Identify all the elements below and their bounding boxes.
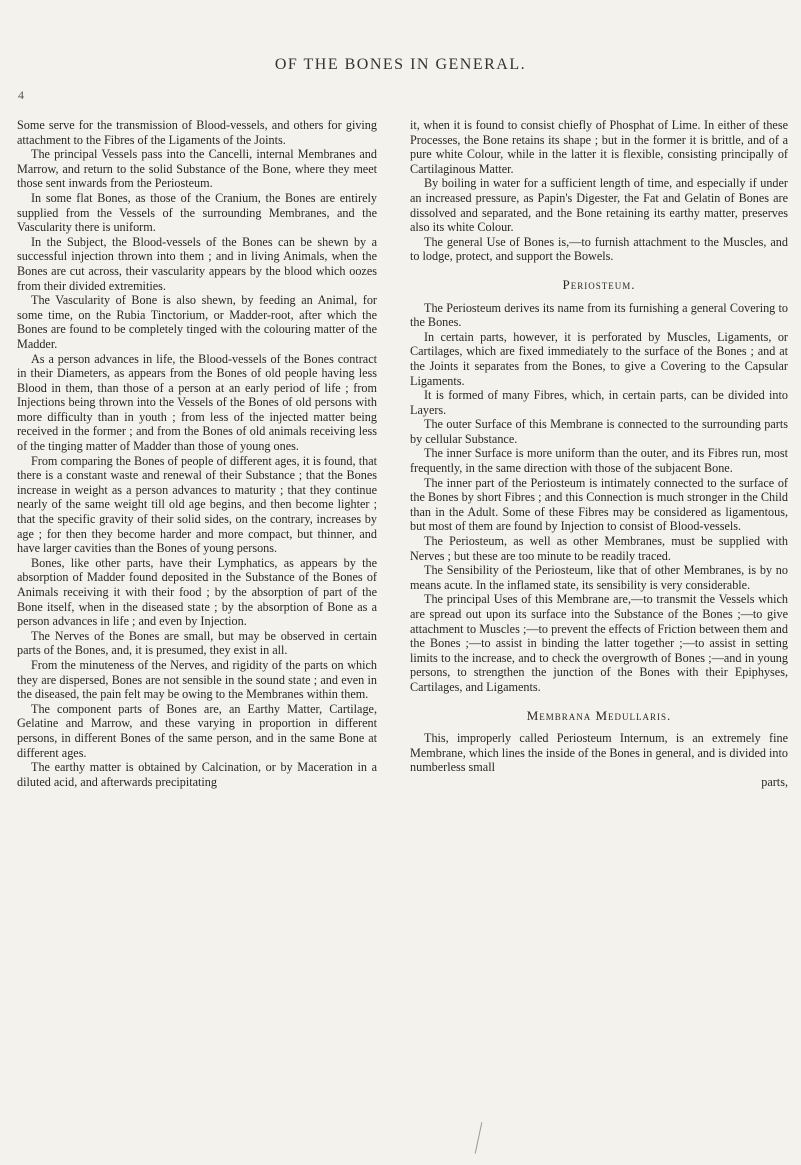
paragraph: In the Subject, the Blood-vessels of the Bones can be shewn by a successful injection thrown into them ; and in living Animals, when the Bones are cut across, their vascularity appears by the blood which oozes from their divided extremities. (17, 234, 377, 293)
paragraph: The outer Surface of this Membrane is connected to the surrounding parts by cellular Substance. (410, 417, 788, 446)
paragraph: In certain parts, however, it is perforated by Muscles, Ligaments, or Cartilages, which are fixed immediately to the surface of the Bones ; and at the Joints it separates from the Bones, to give a Covering to the Capsular Ligaments. (410, 329, 788, 388)
paragraph: Some serve for the transmission of Blood-vessels, and others for giving attachment to the Fibres of the Ligaments of the Joints. (17, 118, 377, 147)
paragraph: The Vascularity of Bone is also shewn, by feeding an Animal, for some time, on the Rubia Tinctorium, or Madder-root, after which the Bones are found to be completely tinged with the colouring matter of the Madder. (17, 293, 377, 351)
paragraph: The earthy matter is obtained by Calcination, or by Maceration in a diluted acid, and afterwards precipitating (17, 760, 377, 789)
paragraph: As a person advances in life, the Blood-vessels of the Bones contract in their Diameters, as appears from the Bones of old people having less Blood in them, than those of a person at an early period of life ; from Injections being thrown into the Vessels of the Bones of old persons with more difficulty than in youth ; from less of the injected matter being received in the former ; and from the Bones of old animals receiving less of the tinging matter of Madder than those of young ones. (17, 351, 377, 454)
paragraph: The principal Uses of this Membrane are,—to transmit the Vessels which are spread out upon its surface into the Substance of the Bones ;—to give attachment to Muscles ;—to prevent the effects of Friction between them and the Bones ;—to assist in binding the latter together ;—to assist in setting limits to the increase, and to check the overgrowth of Bones ;—and in young persons, to strengthen the junction of the Bones with their Epiphyses, Cartilages, and Ligaments. (410, 592, 788, 694)
paragraph: The Nerves of the Bones are small, but may be observed in certain parts of the Bones, and, it is presumed, they exist in all. (17, 628, 377, 658)
right-column (410, 118, 788, 790)
paragraph: The Periosteum derives its name from its furnishing a general Covering to the Bones. (410, 300, 788, 330)
paragraph: By boiling in water for a sufficient length of time, and especially if under an increased pressure, as Papin's Digester, the Fat and Gelatin of Bones are dissolved and separated, and the Bone retaining its earthy matter, preserves also its white Colour. (410, 176, 788, 235)
left-column (17, 118, 377, 789)
catchword: parts, (761, 774, 788, 789)
paragraph: The principal Vessels pass into the Cancelli, internal Membranes and Marrow, and return to the solid Substance of the Bone, where they meet those sent inwards from the Periosteum. (17, 147, 377, 191)
paragraph: In some flat Bones, as those of the Cranium, the Bones are entirely supplied from the Vessels of the surrounding Membranes, and the Vascularity there is uniform. (17, 190, 377, 235)
pencil-mark (475, 1122, 484, 1154)
paragraph: Bones, like other parts, have their Lymphatics, as appears by the absorption of Madder found deposited in the Substance of the Bones of Animals receiving it with their food ; by the absorption of part of the Bone itself, when in the diseased state ; by the absorption of Bone as a person advances in life ; and even by Injection. (17, 555, 377, 629)
paragraph: It is formed of many Fibres, which, in certain parts, can be divided into Layers. (410, 388, 788, 417)
paragraph: From comparing the Bones of people of different ages, it is found, that there is a constant waste and renewal of their Substance ; that the Bones increase in weight as a person advances to maturity ; that they continue nearly of the same weight till old age begins, and then become lighter ; that the specific gravity of their solid sides, on the contrary, increases by age ; for then they become harder and more compact, but thinner, and have larger cavities than the Bones of young persons. (17, 453, 377, 556)
paragraph: The inner part of the Periosteum is intimately connected to the surface of the Bones by short Fibres ; and this Connection is much stronger in the Child than in the Adult. Some of these Fibres may be considered as ligamentous, but most of them are found by Injection to consist of Blood-vessels. (410, 475, 788, 534)
paragraph: This, improperly called Periosteum Internum, is an extremely fine Membrane, which lines the inside of the Bones in general, and is divided into numberless small (410, 731, 788, 775)
running-head: OF THE BONES IN GENERAL. (274, 56, 527, 73)
paragraph: The Sensibility of the Periosteum, like that of other Membranes, is by no means acute. In the inflamed state, its sensibility is very considerable. (410, 563, 788, 592)
section-heading-membrana-medullaris: Membrana Medullaris. (526, 707, 672, 723)
section-heading-periosteum: Periosteum. (562, 276, 636, 292)
page-number: 4 (18, 88, 24, 102)
paragraph: it, when it is found to consist chiefly of Phosphat of Lime. In either of these Processes, the Bone retains its shape ; but in the former it is brittle, and of a pure white Colour, while in the latter it is flexible, consisting principally of Cartilaginous Matter. (410, 118, 788, 176)
paragraph: From the minuteness of the Nerves, and rigidity of the parts on which they are dispersed, Bones are not sensible in the sound state ; and even in the diseased, the pain felt may be owing to the Membranes within them. (17, 657, 377, 702)
paragraph: The inner Surface is more uniform than the outer, and its Fibres run, most frequently, in the same direction with those of the subjacent Bone. (410, 446, 788, 476)
paragraph: The general Use of Bones is,—to furnish attachment to the Muscles, and to lodge, protect, and support the Bowels. (410, 234, 788, 264)
paragraph: The Periosteum, as well as other Membranes, must be supplied with Nerves ; but these are too minute to be readily traced. (410, 534, 788, 563)
paragraph: The component parts of Bones are, an Earthy Matter, Cartilage, Gelatine and Marrow, and these varying in proportion in different persons, in different Bones of the same person, and in the same Bone at different ages. (17, 701, 377, 760)
